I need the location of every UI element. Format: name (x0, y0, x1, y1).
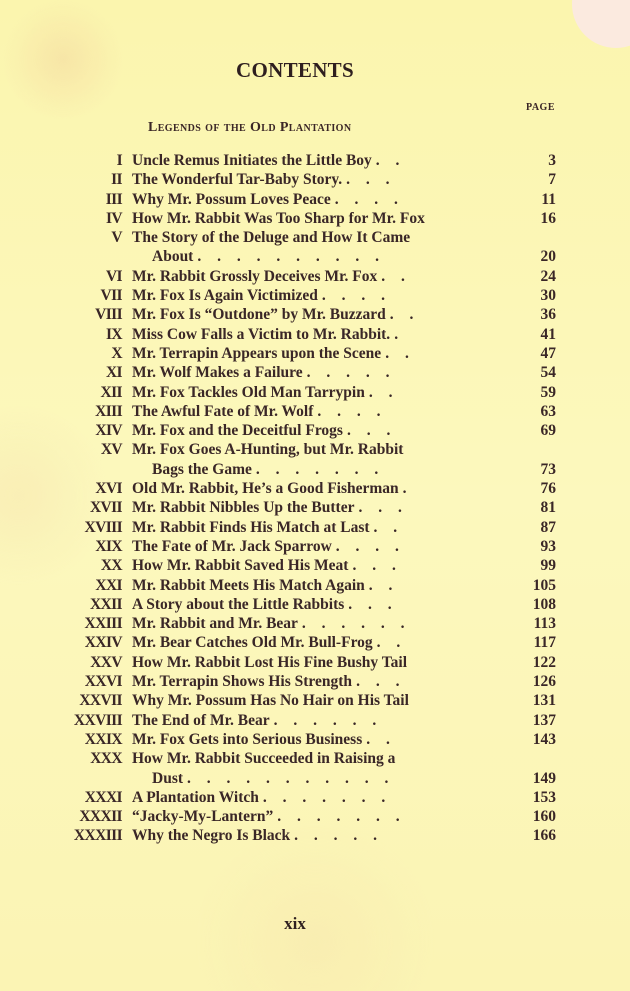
toc-entry (0, 363, 630, 382)
leader-dots: . . . . . (306, 364, 396, 382)
chapter-page-number: 122 (532, 653, 556, 671)
toc-entry (0, 383, 630, 402)
chapter-page-number: 59 (540, 383, 556, 401)
toc-entry (0, 151, 630, 170)
chapter-title: The Wonderful Tar-Baby Story. (132, 171, 343, 189)
toc-entry (0, 749, 630, 768)
chapter-numeral: XXII (89, 595, 122, 613)
chapter-title: Mr. Fox Is “Outdone” by Mr. Buzzard (132, 306, 386, 324)
toc-entry (0, 305, 630, 324)
chapter-numeral: XXVI (84, 673, 122, 691)
chapter-numeral: XIV (95, 422, 122, 440)
chapter-page-number: 105 (532, 576, 556, 594)
toc-entry (0, 209, 630, 228)
toc-entry (0, 440, 630, 459)
page-title: CONTENTS (236, 58, 354, 82)
toc-entry (0, 691, 630, 710)
chapter-page-number: 47 (540, 344, 556, 362)
leader-dots: . . . (356, 673, 406, 691)
chapter-title: Mr. Fox Gets into Serious Business (132, 730, 363, 748)
chapter-title: The Story of the Deluge and How It Came (132, 229, 411, 247)
chapter-numeral: I (116, 152, 122, 169)
chapter-numeral: XXVIII (73, 711, 122, 729)
chapter-numeral: XI (105, 364, 122, 382)
leader-dots: . . . (352, 557, 402, 575)
chapter-numeral: XX (100, 557, 122, 575)
chapter-numeral: XXV (90, 653, 122, 671)
table-of-contents (0, 151, 630, 846)
chapter-page-number: 36 (540, 306, 556, 324)
toc-entry (0, 614, 630, 633)
leader-dots: . . . (346, 422, 397, 440)
chapter-title: Uncle Remus Initiates the Little Boy (132, 152, 372, 169)
page-column-label: PAGE (525, 102, 555, 113)
toc-entry (0, 479, 630, 498)
chapter-page-number: 108 (532, 595, 556, 613)
chapter-title: “Jacky-My-Lantern” (132, 808, 274, 826)
chapter-page-number: 16 (540, 209, 556, 227)
chapter-numeral: X (111, 344, 122, 362)
chapter-page-number: 149 (532, 769, 556, 787)
chapter-page-number: 24 (540, 267, 556, 285)
leader-dots (407, 654, 411, 671)
chapter-title: Dust (152, 769, 184, 787)
chapter-title: Mr. Bear Catches Old Mr. Bull-Frog (132, 634, 373, 652)
chapter-title: Mr. Fox and the Deceitful Frogs (132, 422, 343, 440)
chapter-page-number: 137 (532, 711, 556, 729)
chapter-numeral: IX (105, 325, 122, 343)
chapter-title: How Mr. Rabbit Was Too Sharp for Mr. Fox (132, 209, 425, 227)
leader-dots: . . . . . . (301, 615, 411, 633)
leader-dots: . . . (358, 499, 408, 517)
chapter-numeral: XIX (95, 537, 122, 555)
chapter-numeral: VI (105, 267, 122, 285)
chapter-numeral: XVI (95, 480, 122, 498)
chapter-page-number: 117 (533, 634, 556, 652)
chapter-page-number: 131 (532, 692, 556, 710)
chapter-title: The Fate of Mr. Jack Sparrow (132, 537, 332, 555)
section-title: Legends of the Old Plantation (148, 120, 352, 135)
chapter-title: How Mr. Rabbit Saved His Meat (132, 557, 349, 575)
chapter-title: A Plantation Witch (132, 788, 259, 806)
leader-dots: . . (385, 344, 415, 362)
chapter-numeral: V (111, 229, 122, 247)
chapter-page-number: 11 (541, 190, 556, 208)
toc-entry (0, 286, 630, 305)
chapter-title: Mr. Terrapin Appears upon the Scene (132, 344, 382, 362)
toc-entry (0, 788, 630, 807)
toc-entry (0, 807, 630, 826)
page-number: xix (284, 914, 306, 933)
chapter-title: How Mr. Rabbit Lost His Fine Bushy Tail (132, 653, 408, 671)
chapter-page-number: 7 (548, 171, 556, 189)
toc-entry (0, 826, 630, 845)
leader-dots: . (394, 325, 405, 343)
chapter-numeral: XV (100, 441, 122, 459)
leader-dots: . . (373, 518, 404, 536)
chapter-numeral: XXXI (84, 788, 122, 806)
leader-dots (409, 692, 413, 709)
toc-entry (0, 518, 630, 537)
chapter-page-number: 76 (540, 480, 556, 498)
chapter-title: Mr. Terrapin Shows His Strength (132, 673, 353, 691)
toc-entry (0, 633, 630, 652)
chapter-numeral: VIII (95, 306, 122, 324)
leader-dots: . . . (348, 595, 398, 613)
chapter-page-number: 153 (532, 788, 556, 806)
chapter-page-number: 99 (540, 557, 556, 575)
chapter-title: Miss Cow Falls a Victim to Mr. Rabbit. (132, 325, 391, 343)
toc-entry (0, 653, 630, 672)
chapter-title: Mr. Rabbit Finds His Match at Last (132, 518, 370, 536)
chapter-title: Mr. Wolf Makes a Failure (132, 364, 303, 382)
toc-entry (0, 576, 630, 595)
leader-dots: . . . . (321, 287, 391, 305)
chapter-title: Why Mr. Possum Has No Hair on His Tail (132, 692, 409, 710)
chapter-title: How Mr. Rabbit Succeeded in Raising a (132, 750, 396, 768)
chapter-title: About (152, 248, 194, 266)
toc-entry (0, 267, 630, 286)
chapter-title: Mr. Rabbit Meets His Match Again (132, 576, 365, 594)
leader-dots: . . (368, 576, 399, 594)
chapter-page-number: 81 (540, 499, 556, 517)
chapter-page-number: 41 (540, 325, 556, 343)
chapter-numeral: XXX (90, 750, 122, 768)
page-corner-stain (572, 0, 630, 48)
chapter-page-number: 87 (540, 518, 556, 536)
leader-dots: . . . . (334, 190, 404, 208)
toc-entry (0, 421, 630, 440)
leader-dots: . . . . (317, 402, 387, 420)
chapter-title: Mr. Rabbit Nibbles Up the Butter (132, 499, 355, 517)
chapter-numeral: XVIII (84, 518, 122, 536)
chapter-numeral: XXXII (79, 808, 122, 826)
chapter-numeral: XII (100, 383, 122, 401)
chapter-title: A Story about the Little Rabbits (132, 595, 345, 613)
toc-entry-continuation (0, 769, 630, 788)
leader-dots: . . (381, 267, 411, 285)
toc-entry (0, 537, 630, 556)
chapter-page-number: 3 (548, 152, 556, 169)
chapter-page-number: 166 (532, 827, 556, 845)
chapter-numeral: IV (105, 209, 122, 227)
toc-entry (0, 498, 630, 517)
toc-entry (0, 672, 630, 691)
leader-dots: . . (376, 634, 407, 652)
toc-entry (0, 190, 630, 209)
chapter-page-number: 126 (532, 673, 556, 691)
chapter-title: Bags the Game (152, 460, 252, 478)
chapter-page-number: 93 (540, 537, 556, 555)
toc-entry (0, 556, 630, 575)
chapter-numeral: XXIII (84, 615, 122, 633)
toc-entry (0, 170, 630, 189)
chapter-title: Mr. Fox Goes A-Hunting, but Mr. Rabbit (132, 441, 404, 459)
chapter-page-number: 63 (540, 402, 556, 420)
chapter-title: The End of Mr. Bear (132, 711, 270, 729)
toc-entry (0, 402, 630, 421)
chapter-title: Mr. Fox Tackles Old Man Tarrypin (132, 383, 365, 401)
chapter-numeral: XXIV (84, 634, 122, 652)
chapter-title: Old Mr. Rabbit, He’s a Good Fisherman (132, 480, 399, 498)
leader-dots: . . . . . (294, 827, 384, 845)
leader-dots: . . . . . . (273, 711, 383, 729)
chapter-numeral: III (105, 190, 122, 208)
chapter-page-number: 20 (540, 248, 556, 266)
toc-entry-continuation (0, 460, 630, 479)
leader-dots: . . (389, 306, 420, 324)
leader-dots: . . (375, 152, 406, 169)
chapter-page-number: 160 (532, 808, 556, 826)
chapter-title: Mr. Fox Is Again Victimized (132, 287, 318, 305)
chapter-title: Why Mr. Possum Loves Peace (132, 190, 331, 208)
toc-entry (0, 228, 630, 247)
leader-dots: . . (366, 730, 396, 748)
chapter-numeral: XIII (95, 402, 122, 420)
leader-dots: . . . . . . . . . . (197, 248, 385, 266)
chapter-page-number: 113 (533, 615, 556, 633)
toc-entry (0, 325, 630, 344)
chapter-numeral: XXIX (84, 730, 122, 748)
chapter-page-number: 143 (532, 730, 556, 748)
leader-dots: . . . . . . . (262, 788, 392, 806)
chapter-numeral: XXI (95, 576, 122, 594)
chapter-page-number: 73 (540, 460, 556, 478)
chapter-numeral: XXVII (79, 692, 122, 710)
leader-dots: . . . . . . . . . . . (187, 769, 395, 787)
toc-entry (0, 730, 630, 749)
toc-entry (0, 344, 630, 363)
leader-dots: . . . (346, 171, 396, 189)
chapter-numeral: II (111, 171, 122, 189)
chapter-numeral: VII (100, 287, 122, 305)
toc-entry-continuation (0, 247, 630, 266)
leader-dots: . (402, 480, 413, 498)
chapter-page-number: 54 (540, 364, 556, 382)
chapter-title: Mr. Rabbit Grossly Deceives Mr. Fox (132, 267, 378, 285)
chapter-numeral: XVII (89, 499, 122, 517)
chapter-title: Mr. Rabbit and Mr. Bear (132, 615, 298, 633)
leader-dots: . . . . . . . (255, 460, 385, 478)
chapter-title: Why the Negro Is Black (132, 827, 291, 845)
leader-dots: . . . . (335, 537, 405, 555)
leader-dots: . . . . . . . (277, 808, 406, 826)
toc-entry (0, 711, 630, 730)
toc-entry (0, 595, 630, 614)
chapter-page-number: 30 (540, 287, 556, 305)
chapter-numeral: XXXIII (73, 827, 122, 845)
chapter-page-number: 69 (540, 422, 556, 440)
chapter-title: The Awful Fate of Mr. Wolf (132, 402, 314, 420)
leader-dots (425, 210, 429, 227)
leader-dots: . . (368, 383, 399, 401)
